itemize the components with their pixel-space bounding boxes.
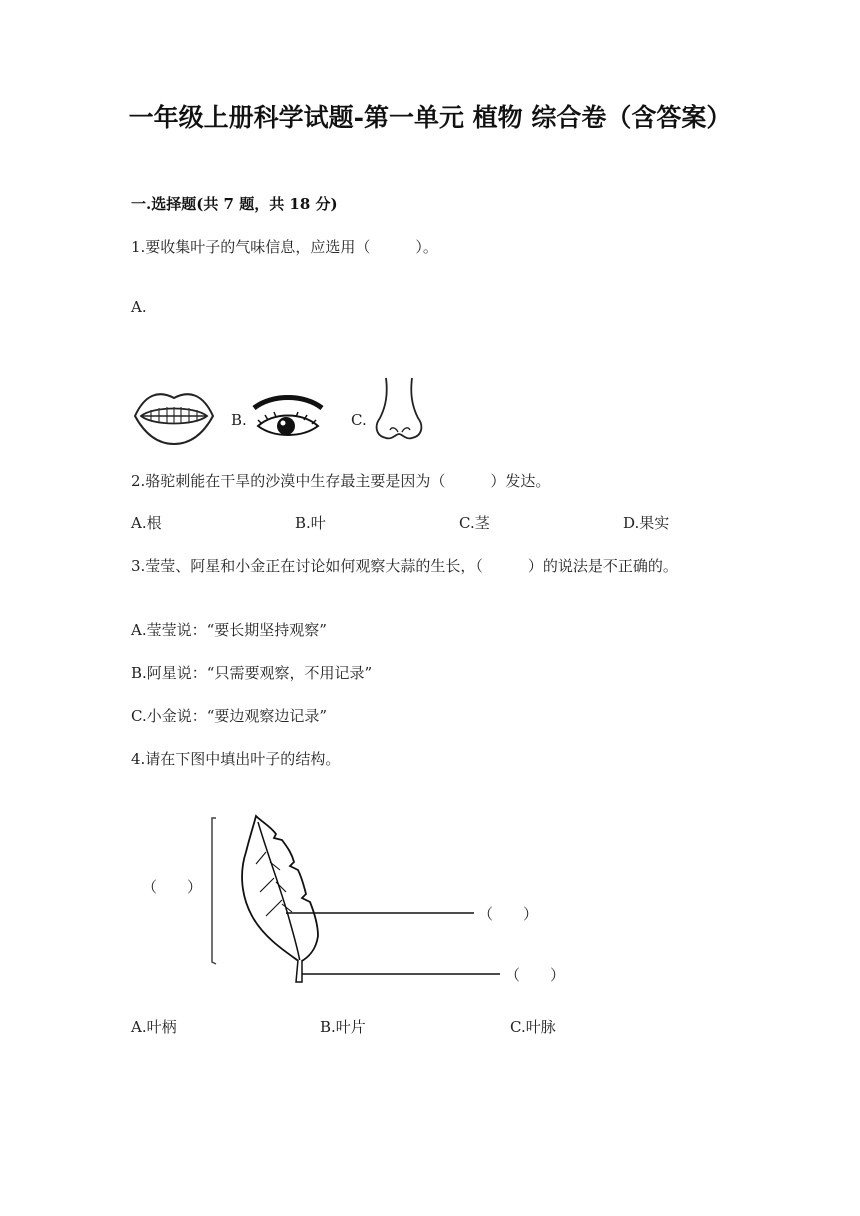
q1-option-c-label: C. <box>351 411 367 429</box>
q3-option-c[interactable]: C.小金说：“要边观察边记录” <box>131 707 328 725</box>
question-4: 4.请在下图中填出叶子的结构。 <box>131 750 341 768</box>
page-title: 一年级上册科学试题-第一单元 植物 综合卷（含答案） <box>128 103 732 132</box>
q4-option-a[interactable]: A.叶柄 <box>131 1018 177 1036</box>
q2-option-a[interactable]: A.根 <box>131 514 162 532</box>
q2-option-d[interactable]: D.果实 <box>623 514 670 532</box>
nose-image <box>372 376 426 442</box>
blank-leaf-vein[interactable]: （ ） <box>478 905 539 923</box>
blank-leaf-blade[interactable]: （ ） <box>142 878 203 896</box>
q2-option-c[interactable]: C.茎 <box>459 514 490 532</box>
mouth-image <box>133 386 215 446</box>
q3-option-b[interactable]: B.阿星说：“只需要观察，不用记录” <box>131 664 373 682</box>
section-heading: 一.选择题(共 7 题，共 18 分) <box>131 195 338 213</box>
eye-image <box>252 396 324 442</box>
q4-option-b[interactable]: B.叶片 <box>320 1018 366 1036</box>
leaf-diagram <box>136 812 576 988</box>
question-2: 2.骆驼刺能在干旱的沙漠中生存最主要是因为（ ）发达。 <box>131 472 551 490</box>
q3-option-a[interactable]: A.莹莹说：“要长期坚持观察” <box>131 621 327 639</box>
q2-option-b[interactable]: B.叶 <box>295 514 326 532</box>
question-3: 3.莹莹、阿星和小金正在讨论如何观察大蒜的生长，（ ）的说法是不正确的。 <box>131 557 678 575</box>
q1-option-a-label: A. <box>131 298 147 316</box>
q4-option-c[interactable]: C.叶脉 <box>510 1018 556 1036</box>
blank-leaf-petiole[interactable]: （ ） <box>505 966 566 984</box>
question-1: 1.要收集叶子的气味信息，应选用（ ）。 <box>131 238 438 256</box>
q1-option-b-label: B. <box>231 411 247 429</box>
